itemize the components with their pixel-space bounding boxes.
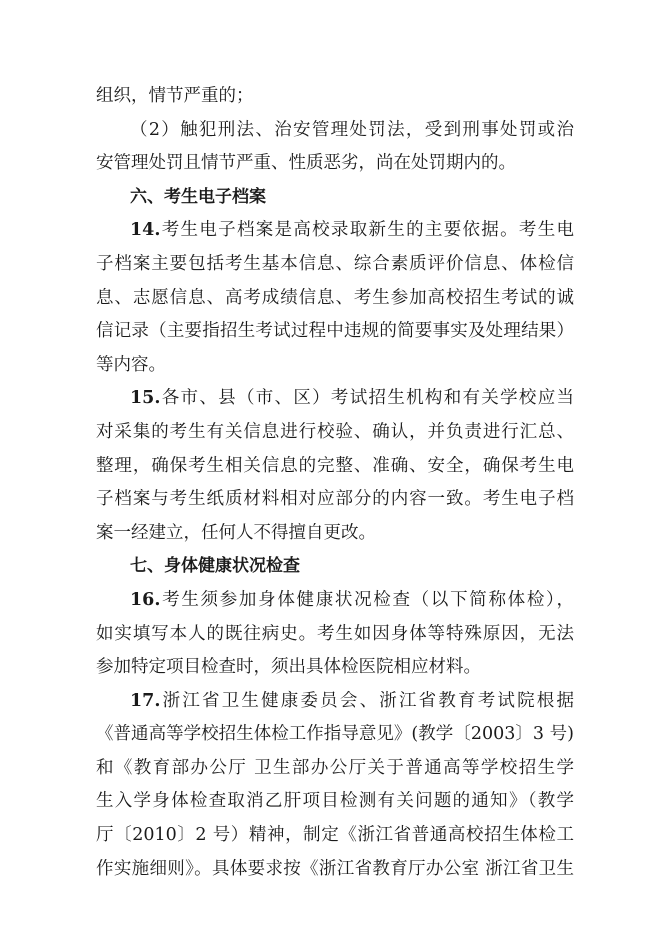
clause-number: 15. [130,388,161,409]
paragraph-line: 和《教育部办公厅 卫生部办公厅关于普通高等学校招生学 [96,757,574,778]
section-heading: 六、考生电子档案 [130,186,266,207]
paragraph-line: 如实填写本人的既往病史。考生如因身体等特殊原因，无法 [96,623,574,644]
paragraph-line: 参加特定项目检查时，须出具体检医院相应材料。 [96,657,481,678]
document-body [96,80,574,886]
paragraph-line: 信记录（主要指招生考试过程中违规的简要事实及处理结果） [96,321,574,342]
clause-number: 16. [130,589,161,610]
paragraph-line: 等内容。 [96,354,166,375]
clause-text: 考生电子档案是高校录取新生的主要依据。考生电 [160,220,574,241]
paragraph-line: 组织，情节严重的； [96,86,254,106]
paragraph-line: 子档案与考生纸质材料相对应部分的内容一致。考生电子档 [96,489,574,510]
clause-number: 14. [130,220,161,241]
paragraph-line: 对采集的考生有关信息进行校验、确认，并负责进行汇总、 [96,421,574,442]
paragraph-line: 作实施细则》。具体要求按《浙江省教育厅办公室 浙江省卫生 [96,858,574,879]
clause-text: 各市、县（市、区）考试招生机构和有关学校应当 [160,388,574,409]
section-heading: 七、身体健康状况检查 [130,556,300,577]
paragraph-line [96,214,574,248]
clause-text: 考生须参加身体健康状况检查（以下简称体检）， [160,589,574,610]
paragraph-line [96,584,574,618]
clause-text: 浙江省卫生健康委员会、浙江省教育考试院根据 [160,690,574,711]
paragraph-line: 整理，确保考生相关信息的完整、准确、安全，确保考生电 [96,455,574,476]
clause-number: 17. [130,690,161,711]
paragraph-line: 案一经建立，任何人不得擅自更改。 [96,522,376,543]
paragraph-line: （2）触犯刑法、治安管理处罚法，受到刑事处罚或治 [130,119,574,140]
paragraph-line: 生入学身体检查取消乙肝项目检测有关问题的通知》（教学 [96,791,574,812]
paragraph-line: 《普通高等学校招生体检工作指导意见》(教学〔2003〕3 号) [96,724,574,745]
paragraph-line: 厅〔2010〕2 号）精神，制定《浙江省普通高校招生体检工 [96,825,574,846]
paragraph-line [96,685,574,719]
paragraph-line [96,382,574,416]
paragraph-line: 子档案主要包括考生基本信息、综合素质评价信息、体检信 [96,253,574,274]
paragraph-line: 安管理处罚且情节严重、性质恶劣，尚在处罚期内的。 [96,153,516,174]
paragraph-line: 息、志愿信息、高考成绩信息、考生参加高校招生考试的诚 [96,287,574,308]
